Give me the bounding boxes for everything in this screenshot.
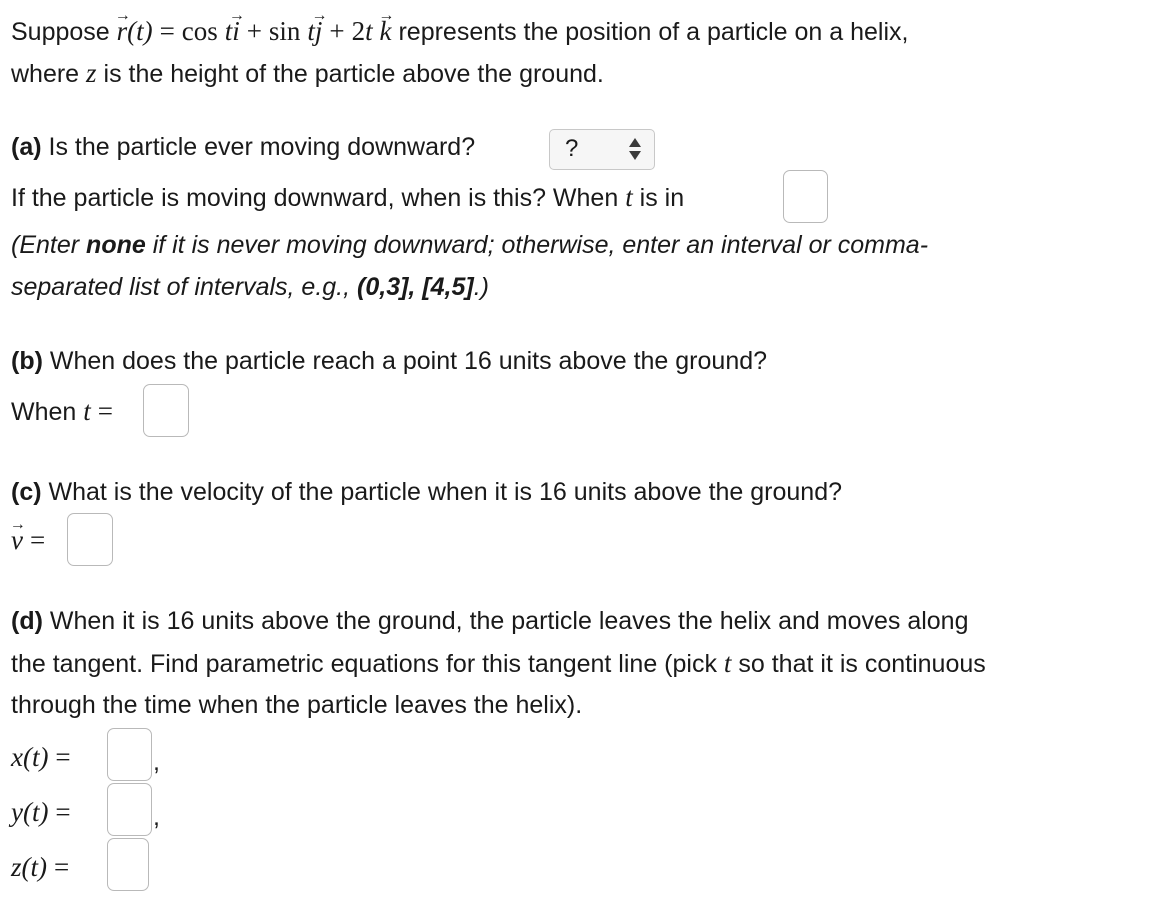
part-a-question-text: Is the particle ever moving downward? [48, 133, 476, 161]
intro-text: is the height of the particle above the ground. [103, 60, 604, 88]
math-t: t [365, 16, 373, 46]
part-a-label: (a) [11, 133, 42, 161]
intro-line-1 [11, 14, 909, 49]
comma: , [153, 748, 160, 776]
part-d-text: through the time when the particle leaves the helix). [11, 691, 583, 719]
part-d-label: (d) [11, 607, 43, 635]
y-of-t-input[interactable] [107, 783, 152, 836]
part-d-line-3 [11, 688, 582, 722]
hint-text: separated list of intervals, e.g., [11, 273, 351, 301]
hint-text: (Enter [11, 231, 80, 259]
hint-text: if it is never moving downward; otherwise, enter an interval or comma- [152, 231, 929, 259]
x-of-t: x(t) [11, 742, 49, 772]
part-d-text: When it is 16 units above the ground, the particle leaves the helix and moves along [49, 607, 969, 635]
z-equation-row [11, 850, 69, 885]
time-at-16-input[interactable] [143, 384, 189, 437]
math-t: t [625, 182, 633, 212]
velocity-input[interactable] [67, 513, 113, 566]
moving-downward-select[interactable] [549, 129, 655, 170]
part-c-question [11, 475, 842, 509]
math-two: 2 [351, 16, 366, 46]
math-t: t [224, 16, 233, 46]
part-a-question [11, 130, 475, 164]
part-d-text: the tangent. Find parametric equations for this tangent line (pick [11, 650, 717, 678]
unit-vector-j: → j [315, 14, 323, 48]
x-of-t-input[interactable] [107, 728, 152, 781]
part-c-question-text: What is the velocity of the particle when it is 16 units above the ground? [48, 478, 843, 506]
part-a-followup-text: If the particle is moving downward, when is this? When [11, 184, 619, 212]
part-b-label: (b) [11, 347, 43, 375]
math-plus: + [329, 16, 345, 46]
when-text: When [11, 398, 77, 426]
math-plus: + [246, 16, 262, 46]
intro-line-2 [11, 56, 604, 91]
math-t-paren: (t) [127, 16, 153, 46]
unit-vector-i: → i [232, 14, 240, 48]
math-cos: cos [181, 16, 218, 46]
math-t: t [83, 396, 91, 426]
part-d-line-2 [11, 646, 986, 681]
math-equals: = [97, 396, 113, 426]
comma: , [153, 803, 160, 831]
downward-interval-input[interactable] [783, 170, 828, 223]
part-d-line-1 [11, 604, 969, 638]
part-c-label: (c) [11, 478, 42, 506]
z-of-t: z(t) [11, 852, 47, 882]
z-of-t-input[interactable] [107, 838, 149, 891]
position-vector-symbol: → r [117, 14, 128, 48]
part-d-text: so that it is continuous [738, 650, 986, 678]
intro-text: where [11, 60, 80, 88]
math-t: t [307, 16, 315, 46]
part-c-answer-row [11, 523, 45, 558]
part-a-hint-line-1 [11, 228, 928, 262]
hint-example: (0,3], [4,5] [357, 273, 474, 301]
math-z: z [86, 58, 97, 88]
hint-text: .) [473, 273, 489, 301]
math-equals: = [55, 797, 71, 827]
unit-vector-k: → k [380, 14, 392, 48]
select-value: ? [565, 135, 579, 162]
math-equals: = [29, 525, 46, 555]
y-equation-row [11, 795, 71, 830]
part-b-answer-row [11, 394, 113, 429]
part-b-question-text: When does the particle reach a point 16 units above the ground? [49, 347, 768, 375]
select-arrows-icon [628, 137, 642, 161]
math-sin: sin [268, 16, 301, 46]
math-equals: = [53, 852, 70, 882]
velocity-vector-symbol: → v [11, 523, 23, 557]
x-equation-row [11, 740, 71, 775]
y-of-t: y(t) [11, 797, 49, 827]
math-equals: = [159, 16, 175, 46]
part-a-hint-line-2 [11, 270, 489, 304]
math-t: t [723, 648, 732, 678]
math-equals: = [55, 742, 71, 772]
intro-text: Suppose [11, 18, 110, 46]
part-a-followup [11, 180, 684, 215]
part-b-question [11, 344, 767, 378]
intro-text: represents the position of a particle on a helix, [398, 18, 909, 46]
part-a-followup-text: is in [639, 184, 685, 212]
hint-none: none [86, 231, 146, 259]
